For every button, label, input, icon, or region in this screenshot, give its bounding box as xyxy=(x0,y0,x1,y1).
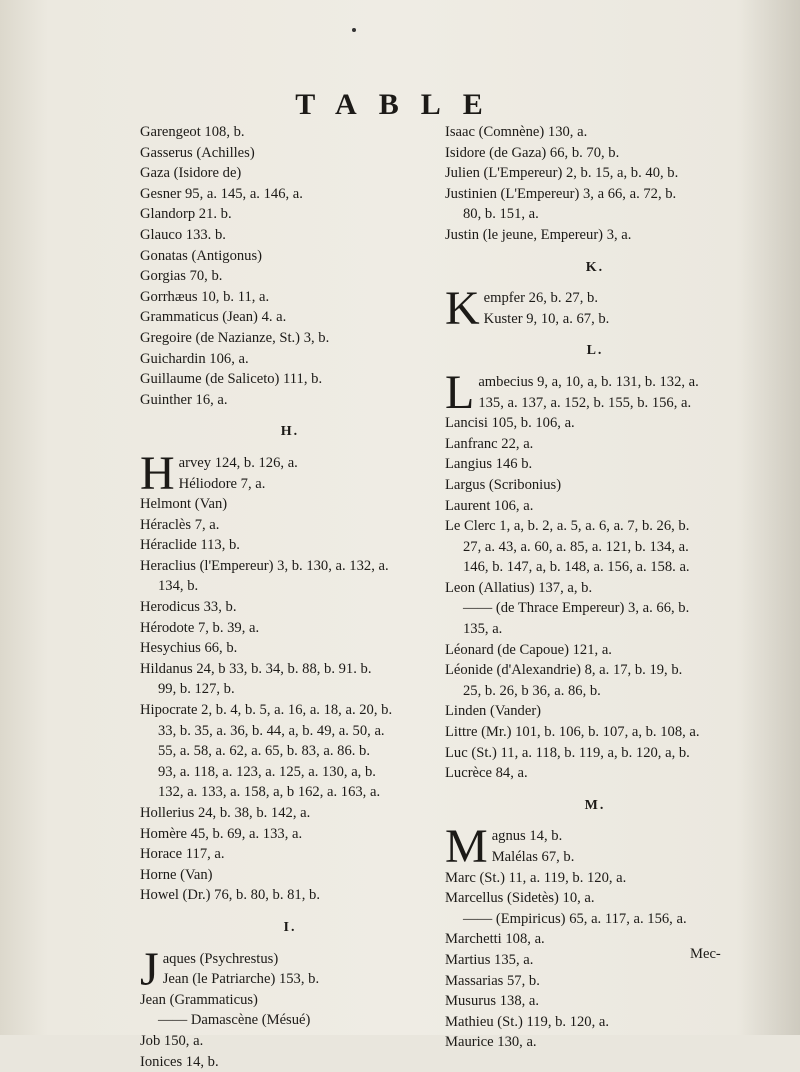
index-entry: Littre (Mr.) 101, b. 106, b. 107, a, b. 108, a. xyxy=(445,724,700,741)
index-entry-continuation: 146, b. 147, a, b. 148, a. 156, a. 158. a. xyxy=(463,559,690,576)
index-entry: Gonatas (Antigonus) xyxy=(140,247,263,264)
index-entry: Laurent 106, a. xyxy=(445,497,534,514)
index-entry: Grammaticus (Jean) 4. a. xyxy=(140,309,287,326)
index-entry: Lucrèce 84, a. xyxy=(445,765,528,782)
drop-cap: K xyxy=(445,288,480,330)
printer-dot xyxy=(352,28,356,32)
index-entry: Horace 117, a. xyxy=(140,846,225,863)
index-entry: Massarias 57, b. xyxy=(445,972,540,989)
index-entry: M agnus 14, b. Malélas 67, b. xyxy=(445,826,575,868)
index-entry-subentry: —— (de Thrace Empereur) 3, a. 66, b. xyxy=(463,600,690,617)
index-entry: Glauco 133. b. xyxy=(140,226,226,243)
section-heading-l: L. xyxy=(586,343,604,359)
index-entry: Maurice 130, a. xyxy=(445,1034,537,1051)
section-heading-m: M. xyxy=(584,797,606,813)
index-entry: Horne (Van) xyxy=(140,866,213,883)
index-entry: Gesner 95, a. 145, a. 146, a. xyxy=(140,185,303,202)
index-entry-continuation: 134, b. xyxy=(158,578,199,595)
catchword: Mec- xyxy=(690,946,721,962)
index-entry-continuation: 132, a. 133, a. 158, a, b 162, a. 163, a. xyxy=(158,784,381,801)
index-entry-continuation: 33, b. 35, a. 36, b. 44, a, b. 49, a. 50, a. xyxy=(158,722,385,739)
index-entry: Herodicus 33, b. xyxy=(140,599,237,616)
index-entry: Jean (Grammaticus) xyxy=(140,991,258,1008)
index-entry: K empfer 26, b. 27, b. Kuster 9, 10, a. 67, b. xyxy=(445,288,610,330)
index-entry: Gorrhæus 10, b. 11, a. xyxy=(140,288,270,305)
index-entry: Homère 45, b. 69, a. 133, a. xyxy=(140,825,303,842)
index-entry: Heraclius (l'Empereur) 3, b. 130, a. 132, a. xyxy=(140,557,389,574)
index-entry: Justin (le jeune, Empereur) 3, a. xyxy=(445,226,632,243)
index-entry: Howel (Dr.) 76, b. 80, b. 81, b. xyxy=(140,887,320,904)
index-entry: Guichardin 106, a. xyxy=(140,350,249,367)
index-entry-continuation: 135, a. xyxy=(463,621,503,638)
index-entry: Helmont (Van) xyxy=(140,496,228,513)
index-entry: Gasserus (Achilles) xyxy=(140,144,255,161)
section-heading-h: H. xyxy=(280,424,300,440)
index-entry: Héraclès 7, a. xyxy=(140,516,220,533)
index-entry: Héraclide 113, b. xyxy=(140,537,240,554)
index-entry: Léonard (de Capoue) 121, a. xyxy=(445,641,612,658)
drop-cap: M xyxy=(445,826,488,868)
index-entry-continuation: 80, b. 151, a. xyxy=(463,206,539,223)
section-heading-i: I. xyxy=(283,919,297,935)
drop-cap: J xyxy=(140,948,159,990)
index-entry-continuation: 55, a. 58, a. 62, a. 65, b. 83, a. 86. b. xyxy=(158,743,370,760)
index-entry: Gorgias 70, b. xyxy=(140,268,223,285)
index-entry: Marcellus (Sidetès) 10, a. xyxy=(445,890,595,907)
index-entry: Lanfranc 22, a. xyxy=(445,435,534,452)
drop-cap: L xyxy=(445,371,475,414)
index-entry: Largus (Scribonius) xyxy=(445,476,562,493)
index-entry: Justinien (L'Empereur) 3, a 66, a. 72, b. xyxy=(445,185,677,202)
index-entry-subentry: —— (Empiricus) 65, a. 117, a. 156, a. xyxy=(463,910,687,927)
index-entry: Musurus 138, a. xyxy=(445,993,540,1010)
right-column xyxy=(445,122,745,1053)
index-entry: Mathieu (St.) 119, b. 120, a. xyxy=(445,1013,610,1030)
index-entry: Glandorp 21. b. xyxy=(140,206,232,223)
index-entry: Guillaume (de Saliceto) 111, b. xyxy=(140,371,323,388)
index-entry: Luc (St.) 11, a. 118, b. 119, a, b. 120, a, b. xyxy=(445,744,690,761)
index-entry: Martius 135, a. xyxy=(445,951,534,968)
page-title: TABLE xyxy=(295,88,505,121)
index-entry: Guinther 16, a. xyxy=(140,391,228,408)
index-entry: J aques (Psychrestus) Jean (le Patriarche) 153, b. xyxy=(140,948,320,990)
index-entry: Marchetti 108, a. xyxy=(445,931,545,948)
index-entry-continuation: 25, b. 26, b 36, a. 86, b. xyxy=(463,682,601,699)
index-entry: Linden (Vander) xyxy=(445,703,542,720)
index-entry: Ionices 14, b. xyxy=(140,1053,219,1070)
index-entry: Hérodote 7, b. 39, a. xyxy=(140,619,260,636)
index-entry: Isidore (de Gaza) 66, b. 70, b. xyxy=(445,144,620,161)
index-entry: Hesychius 66, b. xyxy=(140,640,238,657)
section-heading-k: K. xyxy=(585,259,605,275)
drop-cap: H xyxy=(140,452,175,495)
index-entry-continuation: 99, b. 127, b. xyxy=(158,681,235,698)
index-entry: Marc (St.) 11, a. 119, b. 120, a. xyxy=(445,869,627,886)
index-entry: Le Clerc 1, a, b. 2, a. 5, a. 6, a. 7, b. 26, b. xyxy=(445,518,690,535)
index-entry: L ambecius 9, a, 10, a, b. 131, b. 132, a. 135, a. 137, a. 152, b. 155, b. 156, a. xyxy=(445,371,699,414)
index-entry: Gregoire (de Nazianze, St.) 3, b. xyxy=(140,329,330,346)
index-entry: Gaza (Isidore de) xyxy=(140,165,242,182)
index-entry: Léonide (d'Alexandrie) 8, a. 17, b. 19, b. xyxy=(445,662,683,679)
index-entry: Hildanus 24, b 33, b. 34, b. 88, b. 91. b. xyxy=(140,660,372,677)
index-entry: Lancisi 105, b. 106, a. xyxy=(445,415,575,432)
index-entry-subentry: —— Damascène (Mésué) xyxy=(158,1012,311,1029)
page-edge-shadow xyxy=(740,0,800,1035)
index-entry: Garengeot 108, b. xyxy=(140,124,245,140)
index-entry: Isaac (Comnène) 130, a. xyxy=(445,124,588,140)
index-entry: Langius 146 b. xyxy=(445,456,533,473)
index-entry-continuation: 27, a. 43, a. 60, a. 85, a. 121, b. 134, a. xyxy=(463,538,689,555)
index-entry: H arvey 124, b. 126, a. Héliodore 7, a. xyxy=(140,452,298,495)
index-entry: Hollerius 24, b. 38, b. 142, a. xyxy=(140,805,311,821)
index-entry: Julien (L'Empereur) 2, b. 15, a, b. 40, b. xyxy=(445,165,679,182)
index-entry-continuation: 93, a. 118, a. 123, a. 125, a. 130, a, b. xyxy=(158,763,376,780)
index-entry: Hipocrate 2, b. 4, b. 5, a. 16, a. 18, a. 20, b. xyxy=(140,702,393,719)
index-entry: Job 150, a. xyxy=(140,1032,204,1049)
left-column xyxy=(140,122,440,1072)
index-entry: Leon (Allatius) 137, a, b. xyxy=(445,579,593,596)
